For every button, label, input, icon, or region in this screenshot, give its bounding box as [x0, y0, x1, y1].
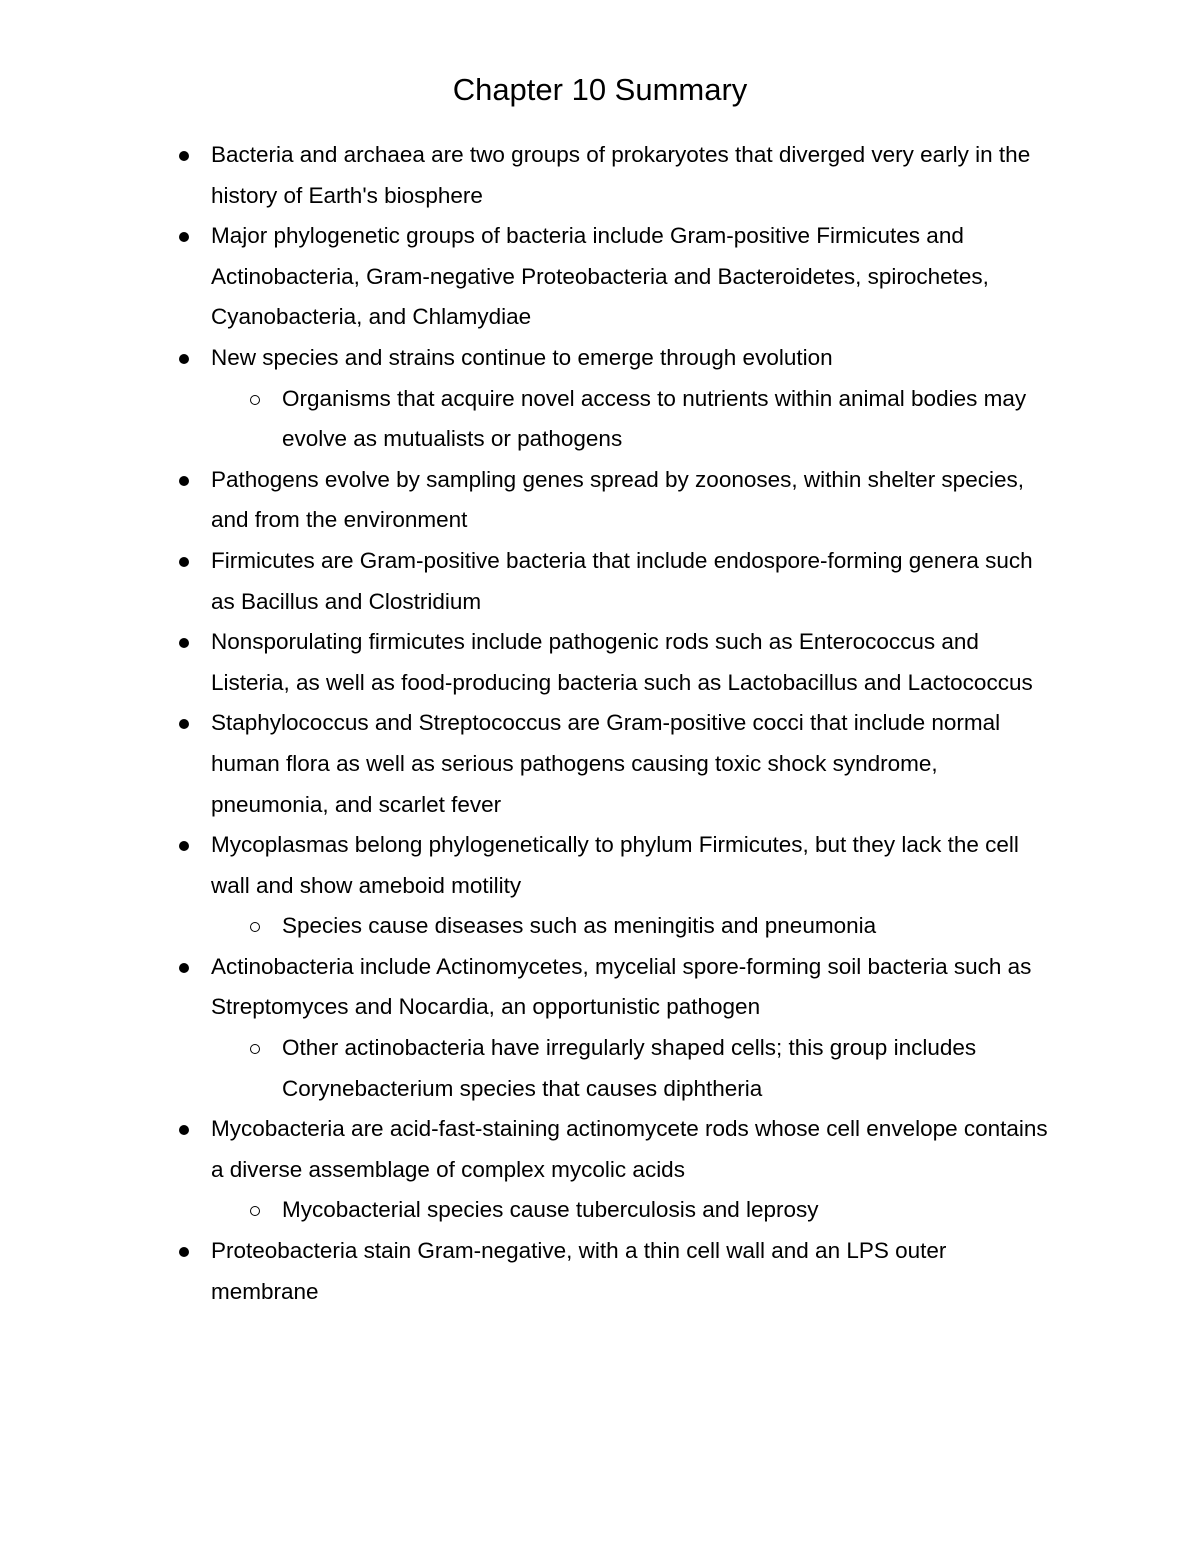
bullet-disc-icon: [179, 1125, 189, 1135]
sub-list-item-text: Organisms that acquire novel access to nutrients within animal bodies may evolve as mutualists or pathogens: [282, 385, 1027, 452]
list-item-text: Staphylococcus and Streptococcus are Gram-positive cocci that include normal human flora as well as serious pathogens causing toxic shock syndrome, pneumonia, and scarlet fever: [211, 710, 1001, 817]
list-item-text: Nonsporulating firmicutes include pathogenic rods such as Enterococcus and Listeria, as well as food-producing bacteria such as Lactobacillus and Lactococcus: [211, 629, 1033, 695]
list-item: [0, 1231, 1200, 1312]
bullet-disc-icon: [179, 476, 189, 486]
list-item-text: Actinobacteria include Actinomycetes, mycelial spore-forming soil bacteria such as Streptomyces and Nocardia, an opportunistic pathogen: [211, 953, 1032, 1020]
list-item: [0, 135, 1200, 216]
list-item: [0, 622, 1200, 703]
list-item-text: Firmicutes are Gram-positive bacteria that include endospore-forming genera such as Bacillus and Clostridium: [211, 547, 1033, 614]
bullet-disc-icon: [179, 354, 189, 364]
sub-list-item-text: Other actinobacteria have irregularly shaped cells; this group includes Corynebacterium species that causes diphtheria: [282, 1035, 977, 1101]
list-item: [0, 703, 1200, 825]
list-item-text: Proteobacteria stain Gram-negative, with a thin cell wall and an LPS outer membrane: [211, 1238, 947, 1304]
sub-list-item-text: Species cause diseases such as meningitis and pneumonia: [282, 913, 877, 939]
bullet-disc-icon: [179, 841, 189, 851]
bullet-disc-icon: [179, 557, 189, 567]
list-item-text: Pathogens evolve by sampling genes spread by zoonoses, within shelter species, and from the environment: [211, 466, 1024, 533]
bullet-disc-icon: [179, 151, 189, 161]
sub-list-item: [0, 1190, 1200, 1231]
sub-list-item: [0, 906, 1200, 947]
list-item-text: Bacteria and archaea are two groups of prokaryotes that diverged very early in the history of Earth's biosphere: [211, 142, 1031, 208]
sub-list-item: [0, 1028, 1200, 1109]
bullet-circle-icon: [250, 395, 260, 405]
list-item: [0, 1109, 1200, 1190]
sub-list-item: [0, 379, 1200, 460]
list-item-text: Mycobacteria are acid-fast-staining actinomycete rods whose cell envelope contains a diverse assemblage of complex mycolic acids: [211, 1116, 1048, 1182]
summary-list: [0, 135, 1200, 1312]
list-item-text: Major phylogenetic groups of bacteria include Gram-positive Firmicutes and Actinobacteria, Gram-negative Proteobacteria and Bacteroidetes, spirochetes, Cyanobacteria, and Chlamydiae: [211, 223, 989, 330]
bullet-circle-icon: [250, 1044, 260, 1054]
page-title: Chapter 10 Summary: [452, 72, 748, 107]
bullet-disc-icon: [179, 963, 189, 973]
bullet-circle-icon: [250, 922, 260, 932]
bullet-circle-icon: [250, 1206, 260, 1216]
list-item: [0, 338, 1200, 379]
bullet-disc-icon: [179, 1247, 189, 1257]
list-item-text: New species and strains continue to emerge through evolution: [211, 344, 833, 370]
list-item: [0, 216, 1200, 338]
list-item: [0, 460, 1200, 541]
sub-list-item-text: Mycobacterial species cause tuberculosis and leprosy: [282, 1197, 819, 1223]
bullet-disc-icon: [179, 638, 189, 648]
list-item: [0, 541, 1200, 622]
list-item-text: Mycoplasmas belong phylogenetically to phylum Firmicutes, but they lack the cell wall and show ameboid motility: [211, 832, 1019, 898]
list-item: [0, 947, 1200, 1028]
bullet-disc-icon: [179, 719, 189, 729]
bullet-disc-icon: [179, 232, 189, 242]
list-item: [0, 825, 1200, 906]
